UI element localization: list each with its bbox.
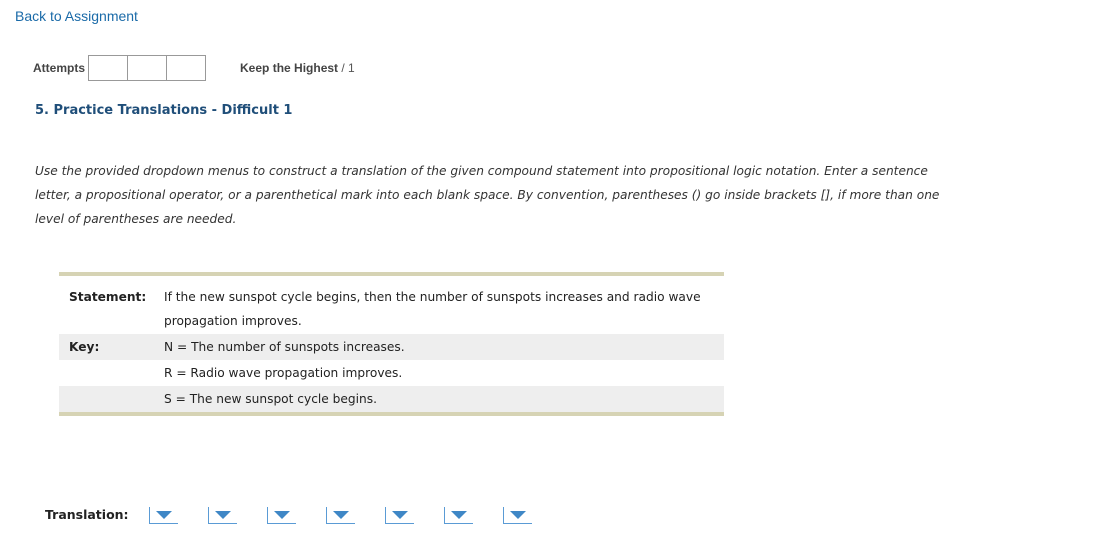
translation-dropdown-6[interactable]: [444, 505, 473, 524]
statement-text: If the new sunspot cycle begins, then the number of sunspots increases and radio wave propagation improves.: [164, 290, 701, 328]
translation-row: [45, 505, 562, 524]
statement-row: [59, 276, 724, 334]
chevron-down-icon: [274, 511, 290, 519]
key-r: R = Radio wave propagation improves.: [164, 366, 403, 380]
translation-dropdown-2[interactable]: [208, 505, 237, 524]
keep-highest-label: Keep the Highest: [240, 61, 339, 75]
translation-dropdown-1[interactable]: [149, 505, 178, 524]
attempt-boxes: [88, 55, 206, 81]
translation-dropdown-3[interactable]: [267, 505, 296, 524]
key-label-empty: [59, 360, 164, 386]
translation-dropdown-4[interactable]: [326, 505, 355, 524]
key-row-s: [59, 386, 724, 412]
attempt-box-3: [167, 55, 206, 81]
question-title: 5. Practice Translations - Difficult 1: [35, 103, 293, 118]
attempt-box-2: [128, 55, 167, 81]
chevron-down-icon: [156, 511, 172, 519]
chevron-down-icon: [510, 511, 526, 519]
key-n: N = The number of sunspots increases.: [164, 340, 405, 354]
translation-dropdown-7[interactable]: [503, 505, 532, 524]
attempts-row: [33, 55, 355, 81]
key-row-r: [59, 360, 724, 386]
translation-label: Translation:: [45, 507, 129, 522]
attempt-box-1: [88, 55, 128, 81]
chevron-down-icon: [333, 511, 349, 519]
key-label: Key:: [69, 340, 100, 354]
chevron-down-icon: [215, 511, 231, 519]
chevron-down-icon: [392, 511, 408, 519]
score-text: / 1: [341, 61, 355, 75]
statement-key-table: [59, 272, 724, 416]
instructions: Use the provided dropdown menus to construct a translation of the given compound statement into propositional logic notation. Enter a sentence letter, a propositional operator, or a parenthetical mark into each blank space. By convention, parentheses () go inside brackets [], if more than one level of parentheses are needed.: [35, 164, 940, 226]
back-to-assignment-link[interactable]: Back to Assignment: [15, 8, 138, 24]
attempts-label: Attempts: [33, 61, 86, 75]
chevron-down-icon: [451, 511, 467, 519]
key-row-n: [59, 334, 724, 360]
key-s: S = The new sunspot cycle begins.: [164, 392, 377, 406]
translation-dropdown-5[interactable]: [385, 505, 414, 524]
statement-label: Statement:: [69, 290, 147, 304]
keep-highest: [240, 61, 355, 75]
key-label-empty: [59, 386, 164, 412]
